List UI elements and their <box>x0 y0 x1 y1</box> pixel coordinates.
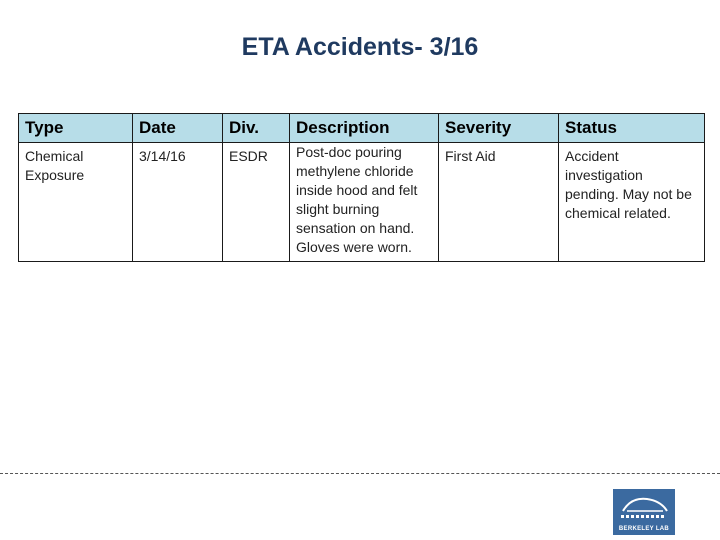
column-header-description: Description <box>290 114 439 143</box>
column-header-division: Div. <box>223 114 290 143</box>
cell-status: Accident investigation pending. May not be chemical related. <box>559 143 705 262</box>
cell-division: ESDR <box>223 143 290 262</box>
slide-title: ETA Accidents- 3/16 <box>241 33 479 61</box>
logo-text: BERKELEY LAB <box>618 526 670 532</box>
lab-building-icon <box>613 489 675 523</box>
cell-type: Chemical Exposure <box>19 143 133 262</box>
cell-date: 3/14/16 <box>133 143 223 262</box>
footer-divider <box>0 473 720 474</box>
berkeley-lab-logo <box>613 489 675 535</box>
cell-severity: First Aid <box>439 143 559 262</box>
column-header-type: Type <box>19 114 133 143</box>
table-row <box>19 143 705 262</box>
column-header-date: Date <box>133 114 223 143</box>
cell-description: Post-doc pouring methylene chloride inside hood and felt slight burning sensation on hand. Gloves were worn. <box>290 143 439 262</box>
column-header-status: Status <box>559 114 705 143</box>
accidents-table <box>18 113 705 262</box>
column-header-severity: Severity <box>439 114 559 143</box>
table-header-row <box>19 114 705 143</box>
